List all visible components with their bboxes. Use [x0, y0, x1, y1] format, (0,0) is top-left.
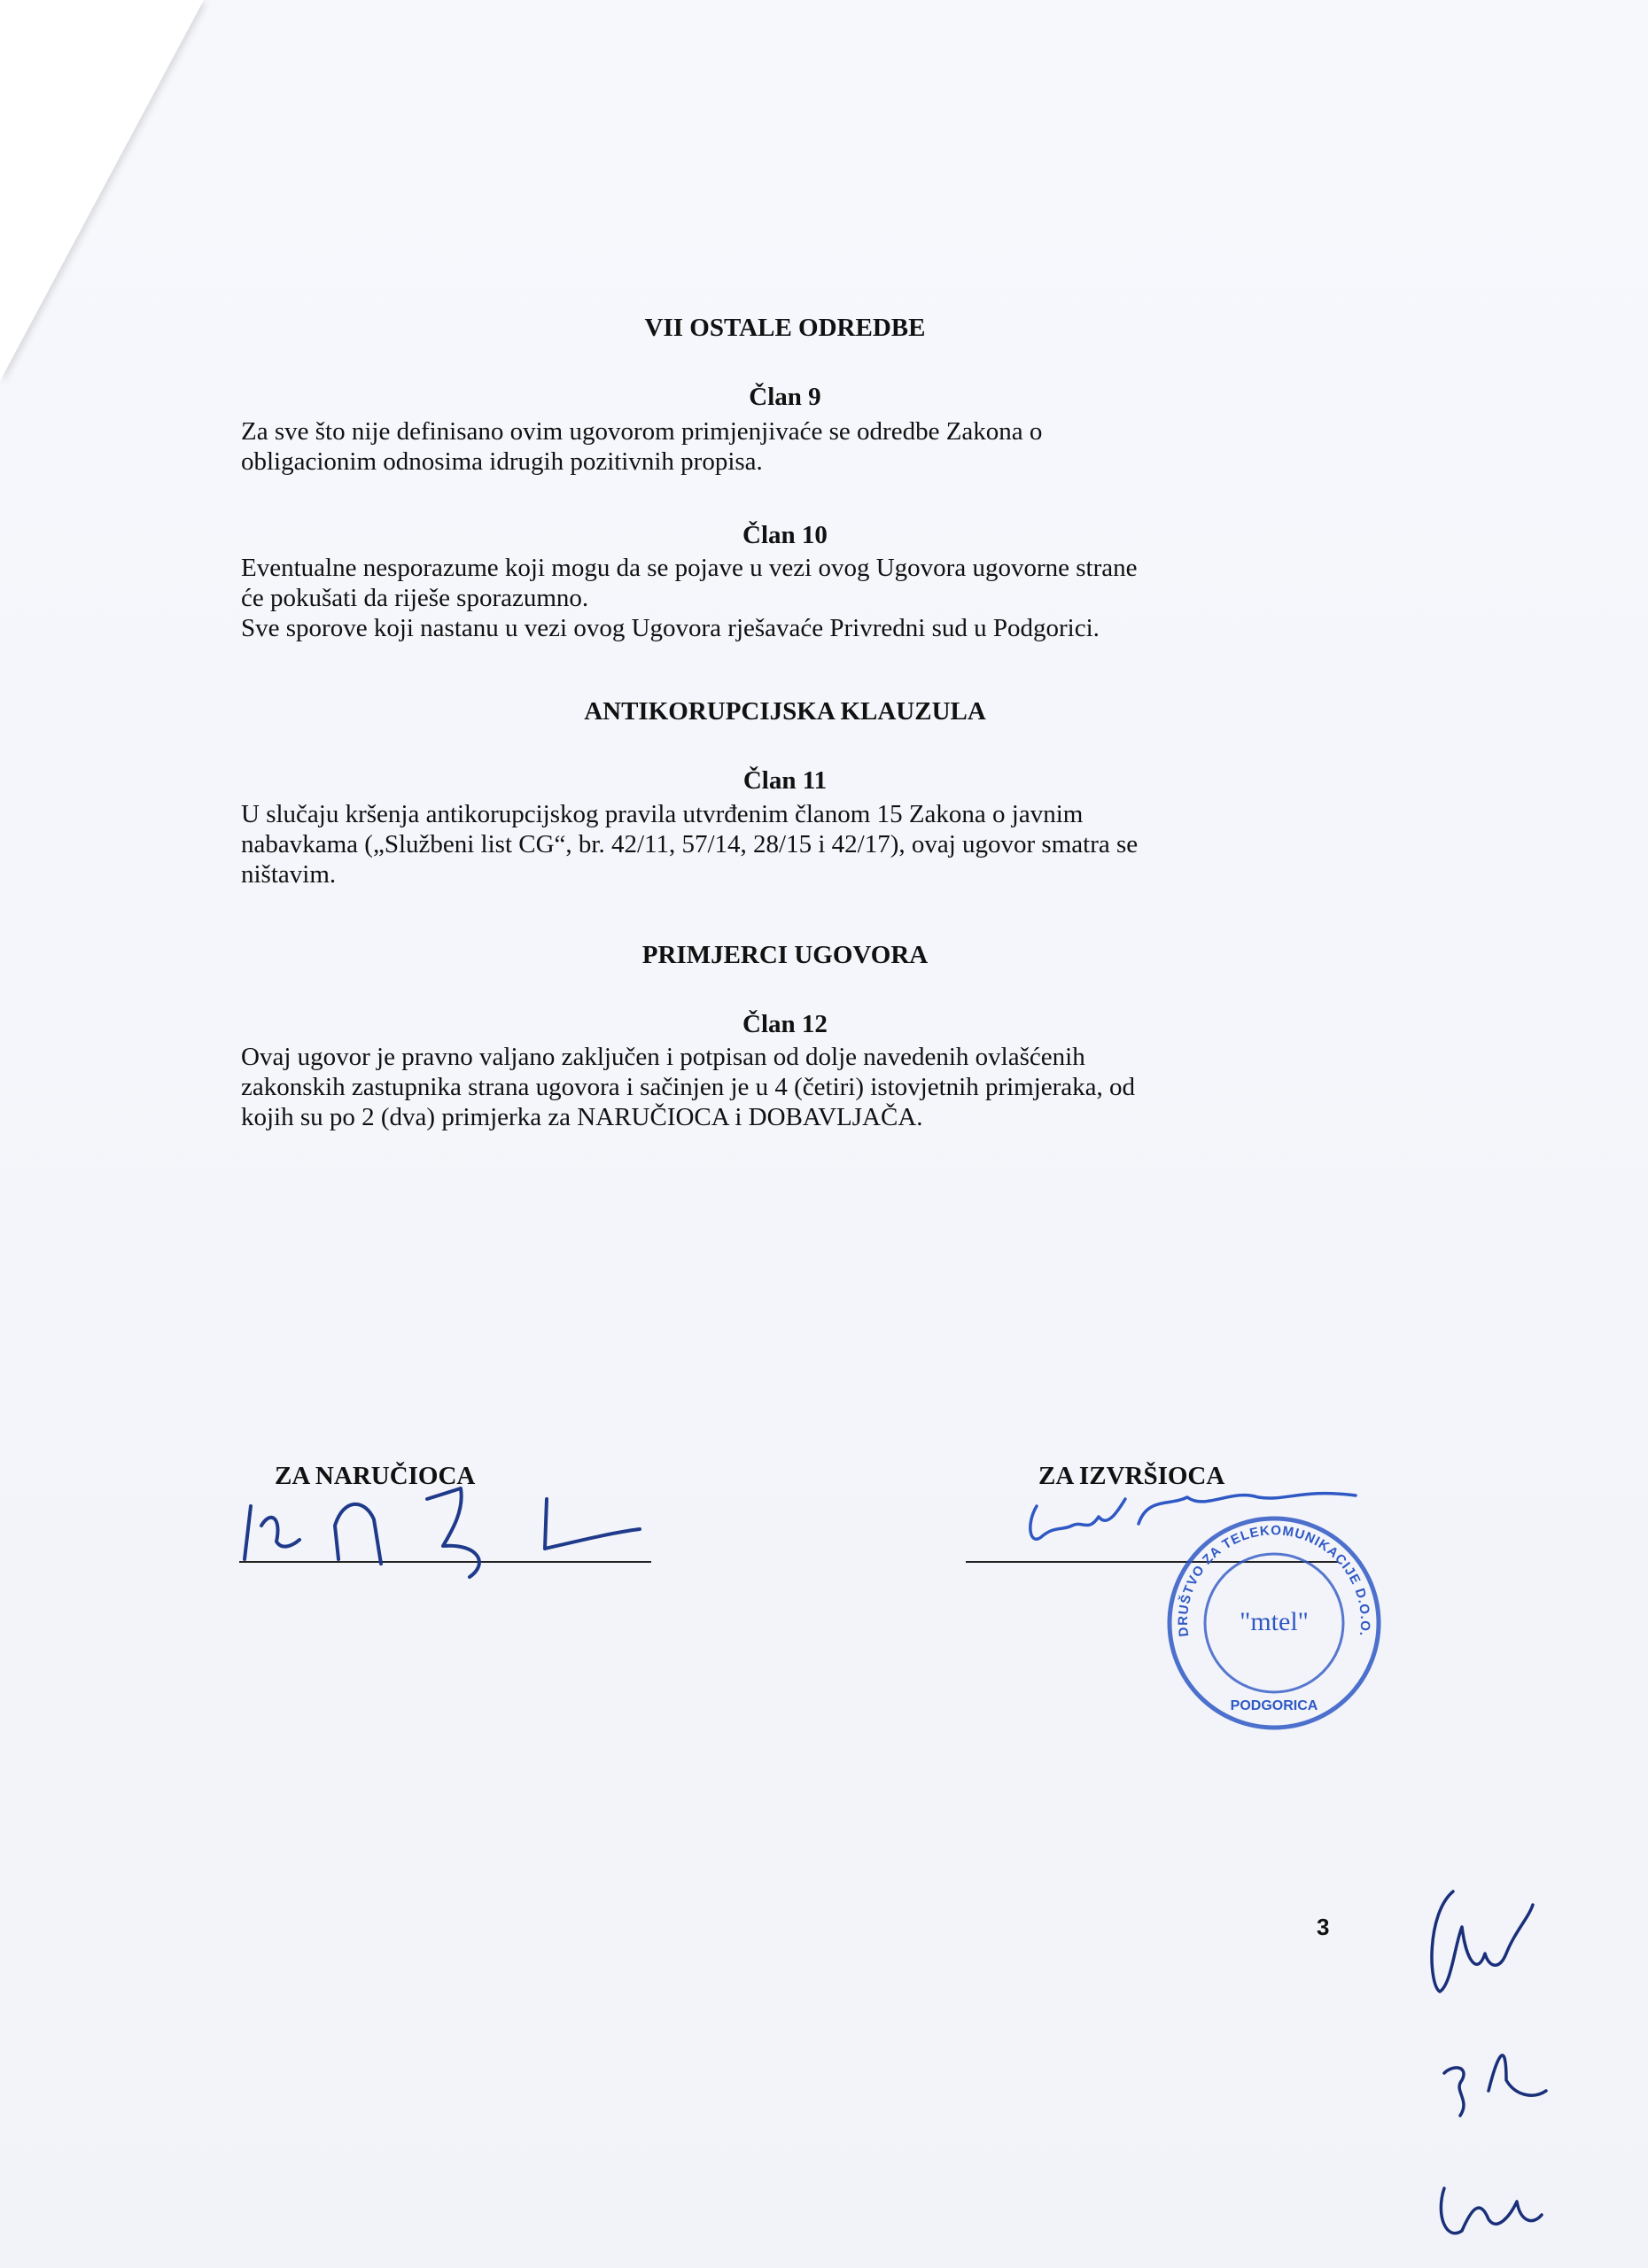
article-10-line: Sve sporove koji nastanu u vezi ovog Ugovora rješavaće Privredni sud u Podgorici.	[241, 614, 1100, 642]
signature-label-izvrsilac: ZA IZVRŠIOCA	[1038, 1462, 1225, 1490]
stamp-ring-text: DRUŠTVO ZA TELEKOMUNIKACIJE D.O.O.	[1175, 1523, 1373, 1638]
article-title-clan-12: Član 12	[742, 1010, 828, 1038]
article-title-clan-10: Član 10	[742, 521, 828, 549]
article-9-line: obligacionim odnosima idrugih pozitivnih propisa.	[241, 447, 763, 476]
article-9-line: Za sve što nije definisano ovim ugovorom primjenjivaće se odredbe Zakona o	[241, 417, 1043, 446]
article-title-clan-11: Član 11	[742, 766, 828, 795]
article-10-line: Eventualne nesporazume koji mogu da se pojave u vezi ovog Ugovora ugovorne strane	[241, 554, 1138, 582]
article-12-line: kojih su po 2 (dva) primjerka za NARUČIOCA i DOBAVLJAČA.	[241, 1103, 923, 1131]
page-number: 3	[1317, 1914, 1330, 1940]
signature-label-narucilac: ZA NARUČIOCA	[275, 1462, 476, 1490]
article-11-line: U slučaju kršenja antikorupcijskog pravila utvrđenim članom 15 Zakona o javnim	[241, 800, 1084, 828]
article-11-line: ništavim.	[241, 860, 337, 889]
article-10-line: će pokušati da riješe sporazumno.	[241, 584, 589, 612]
section-heading-antikorupcijska-klauzula: ANTIKORUPCIJSKA KLAUZULA	[584, 697, 986, 726]
initials-handwriting	[1432, 1891, 1546, 2233]
article-11-line: nabavkama („Službeni list CG“, br. 42/11, 57/14, 28/15 i 42/17), ovaj ugovor smatra se	[241, 830, 1139, 858]
signature-narucilac	[245, 1488, 640, 1577]
article-title-clan-9: Član 9	[749, 383, 821, 411]
signature-izvrsilac	[1030, 1494, 1356, 1540]
article-12-line: zakonskih zastupnika strana ugovora i sačinjen je u 4 (četiri) istovjetnih primjeraka, od	[241, 1073, 1136, 1101]
stamp-city: PODGORICA	[1230, 1698, 1318, 1713]
section-heading-primjerci-ugovora: PRIMJERCI UGOVORA	[641, 941, 929, 969]
article-12-line: Ovaj ugovor je pravno valjano zaključen i potpisan od dolje navedenih ovlašćenih	[241, 1043, 1085, 1071]
stamp-center-text: "mtel"	[1240, 1607, 1309, 1636]
section-heading-ostale-odredbe: VII OSTALE ODREDBE	[644, 314, 926, 342]
company-stamp	[1170, 1518, 1379, 1728]
